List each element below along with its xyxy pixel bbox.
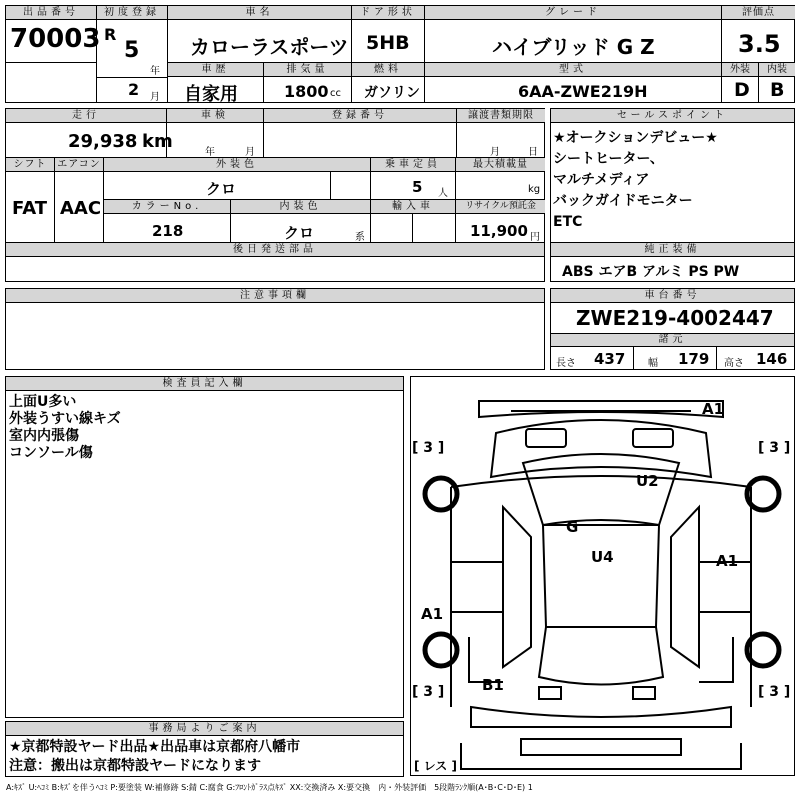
office-label: 事務局よりご案内 xyxy=(6,722,403,736)
first-reg-label: 初度登録 xyxy=(97,6,167,20)
reg-year: 5 xyxy=(124,38,140,63)
reg-era: R xyxy=(104,25,117,44)
mileage-label: 走行 xyxy=(6,109,166,123)
lot-number-label: 出品番号 xyxy=(6,6,96,20)
length-label: 長さ xyxy=(556,358,576,369)
spare-tire: [ レス ] xyxy=(414,759,457,773)
model: 6AA-ZWE219H xyxy=(518,82,648,101)
ext-color-label: 外装色 xyxy=(104,158,370,172)
inspection-month-unit: 月 xyxy=(245,147,255,158)
damage-mark-windshield: G xyxy=(566,518,579,536)
damage-mark-rear: B1 xyxy=(482,676,504,694)
transfer-month-unit: 月 xyxy=(490,147,500,158)
reg-month: 2 xyxy=(128,80,140,99)
max-load-label: 最大積載量 xyxy=(456,158,545,172)
ext-color: クロ xyxy=(206,180,237,198)
chassis-number: ZWE219-4002447 xyxy=(576,306,774,330)
legend: A:ｷｽﾞ U:ﾍｺﾐ B:ｷｽﾞを伴うﾍｺﾐ P:要塗装 W:補修跡 S:錆 C:腐食 G:ﾌﾛﾝﾄｶﾞﾗｽ点ｷｽﾞ XX:交換済み X:要交換 内・外装評価 5段階ﾗﾝｸ順(A･B･C･D･E) 1 xyxy=(6,783,533,792)
transfer-deadline-label: 譲渡書類期限 xyxy=(457,109,545,123)
office-line: ★京都特設ヤード出品★出品車は京都府八幡市 xyxy=(9,739,301,755)
displacement: 1800 xyxy=(284,82,329,101)
int-color: クロ xyxy=(284,224,315,242)
displacement-label: 排気量 xyxy=(264,63,351,77)
int-color-label: 内装色 xyxy=(231,200,370,214)
inspection-label: 車検 xyxy=(167,109,263,123)
selling-points-list xyxy=(553,128,718,233)
damage-mark-front-bumper: A1 xyxy=(702,400,725,418)
door-label: ドア形状 xyxy=(352,6,424,20)
inspector-notes xyxy=(9,394,121,462)
capacity-label: 乗車定員 xyxy=(371,158,455,172)
inspector-note: コンソール傷 xyxy=(9,445,93,461)
office-message xyxy=(9,738,300,776)
mileage: 29,938 xyxy=(68,131,138,152)
tire-rear-left: [ 3 ] xyxy=(412,684,445,700)
score-label: 評価点 xyxy=(722,6,795,20)
inspector-note: 室内内張傷 xyxy=(9,428,79,444)
height-label: 高さ xyxy=(724,358,744,369)
shift-label: シフト xyxy=(6,158,54,172)
inspector-label: 検査員記入欄 xyxy=(6,377,403,391)
damage-mark-left-side: A1 xyxy=(421,605,444,623)
damage-mark-right-side: A1 xyxy=(716,552,739,570)
person-unit: 人 xyxy=(438,188,448,199)
recycle-label: リサイクル預託金 xyxy=(456,200,545,214)
equipment-label: 純正装備 xyxy=(551,243,794,257)
color-no-label: カラーNo. xyxy=(104,200,230,214)
inspector-note: 上面U多い xyxy=(9,394,77,410)
ac-label: エアコン xyxy=(55,158,103,172)
lot-number: 70003 xyxy=(10,24,101,54)
interior-grade-label: 内装 xyxy=(759,63,795,77)
chassis-label: 車台番号 xyxy=(551,289,794,303)
yen-unit: 円 xyxy=(530,232,540,243)
interior-grade: B xyxy=(770,79,785,101)
fuel: ガソリン xyxy=(364,85,420,101)
capacity: 5 xyxy=(412,178,423,196)
cc-unit: cc xyxy=(330,88,341,99)
tire-front-left: [ 3 ] xyxy=(412,440,445,456)
equipment: ABS エアB アルミ PS PW xyxy=(562,264,740,280)
exterior-grade: D xyxy=(734,79,750,101)
km-unit: km xyxy=(142,131,173,152)
tire-rear-right: [ 3 ] xyxy=(758,684,791,700)
selling-point: シートヒーター、 xyxy=(553,151,664,167)
int-color-unit: 系 xyxy=(355,232,365,243)
damage-mark-roof: U2 xyxy=(636,472,659,490)
notes-label: 注意事項欄 xyxy=(6,289,544,303)
car-name-label: 車名 xyxy=(168,6,351,20)
width-label: 幅 xyxy=(648,358,658,369)
height: 146 xyxy=(756,350,788,368)
registration-label: 登録番号 xyxy=(264,109,456,123)
selling-points-label: セールスポイント xyxy=(551,109,794,123)
grade-label: グレード xyxy=(425,6,721,20)
history-label: 車歴 xyxy=(168,63,263,77)
selling-point: ★オークションデビュー★ xyxy=(553,130,718,146)
car-outline xyxy=(411,377,794,775)
tire-front-right: [ 3 ] xyxy=(758,440,791,456)
selling-point: マルチメディア xyxy=(553,172,650,188)
kg-unit: kg xyxy=(528,184,541,195)
selling-point: バックガイドモニター xyxy=(553,193,693,209)
grade: ハイブリッド G Z xyxy=(492,35,655,59)
year-unit: 年 xyxy=(150,66,160,77)
later-parts-label: 後日発送部品 xyxy=(6,243,544,257)
exterior-grade-label: 外装 xyxy=(722,63,758,77)
door-type: 5HB xyxy=(366,32,410,54)
office-line: 注意：搬出は京都特設ヤードになります xyxy=(9,758,261,774)
recycle-fee: 11,900 xyxy=(470,222,528,240)
selling-point: ETC xyxy=(553,214,583,230)
fuel-label: 燃料 xyxy=(352,63,424,77)
shift: FAT xyxy=(12,198,48,219)
month-unit: 月 xyxy=(150,92,160,103)
dims-label: 諸元 xyxy=(551,334,794,347)
damage-mark-center: U4 xyxy=(591,548,614,566)
ac: AAC xyxy=(60,198,102,219)
model-label: 型式 xyxy=(425,63,721,77)
transfer-day-unit: 日 xyxy=(528,147,538,158)
import-label: 輸入車 xyxy=(371,200,455,214)
inspector-note: 外装うすい線キズ xyxy=(9,411,121,427)
car-name: カローラスポーツ xyxy=(190,35,349,59)
inspection-year-unit: 年 xyxy=(205,147,215,158)
score: 3.5 xyxy=(738,30,781,58)
color-no: 218 xyxy=(152,222,184,240)
width: 179 xyxy=(678,350,710,368)
length: 437 xyxy=(594,350,626,368)
history: 自家用 xyxy=(184,84,238,105)
